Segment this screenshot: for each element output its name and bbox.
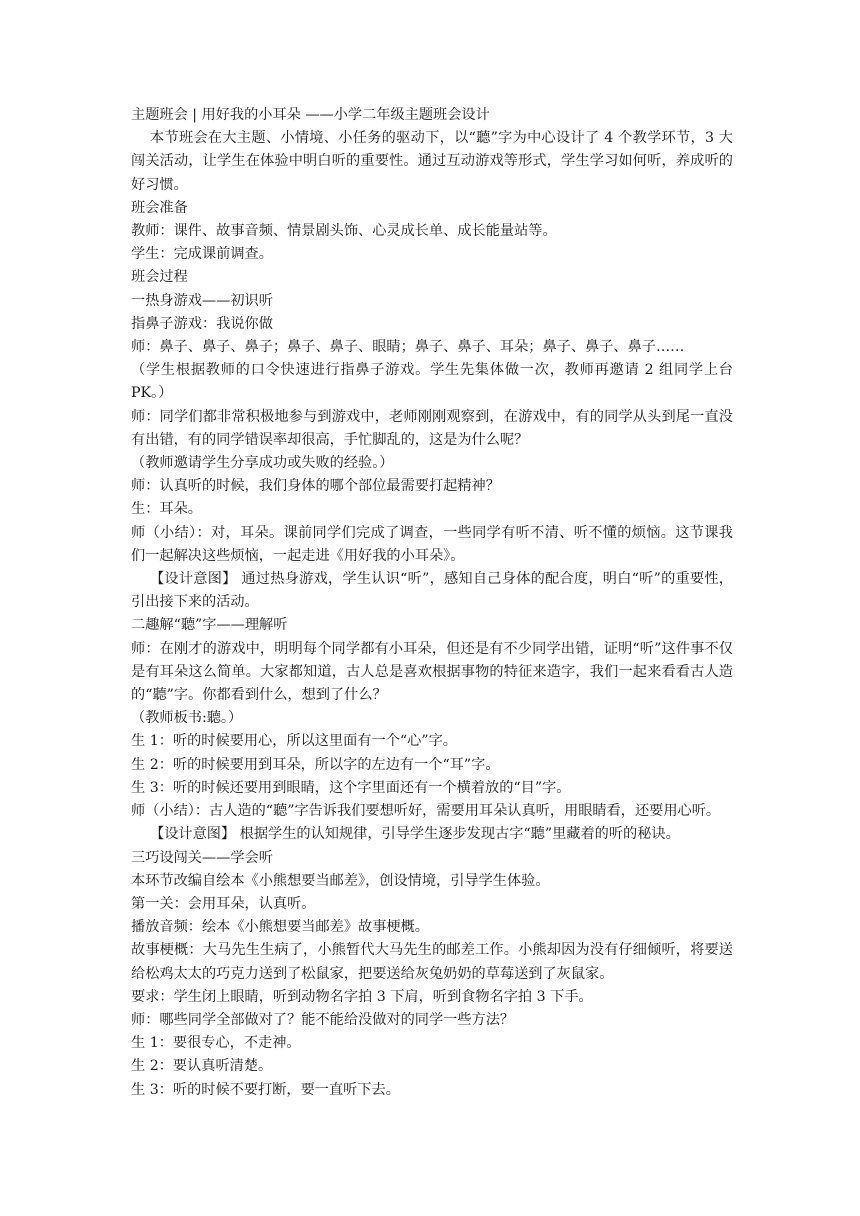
section-2-summary: 师（小结）：古人造的“聽”字告诉我们要想听好，需要用耳朵认真听，用眼睛看，还要用心听。 <box>131 803 721 820</box>
section-3-audio: 播放音频：绘本《小熊想要当邮差》故事梗概。 <box>131 919 429 936</box>
section-2-student-1: 生 1：听的时候要用心，所以这里面有一个“心”字。 <box>131 733 457 750</box>
prep-heading: 班会准备 <box>131 199 188 216</box>
prep-student: 学生：完成课前调查。 <box>131 246 273 263</box>
section-1-teacher-question-2: 师：认真听的时候，我们身体的哪个部位最需要打起精神？ <box>131 478 500 495</box>
intro-paragraph: 本节班会在大主题、小情境、小任务的驱动下，以“聽”字为中心设计了 4 个教学环节，3 大闯关活动，让学生在体验中明白听的重要性。通过互动游戏等形式，学生学习如何听，养成听的好习惯。 <box>131 130 733 193</box>
section-2-teacher: 师：在刚才的游戏中，明明每个同学都有小耳朵，但还是有不少同学出错，证明“听”这件事不仅是有耳朵这么简单。大家都知道，古人总是喜欢根据事物的特征来造字，我们一起来看看古人造的“聽”字。你都看到什么，想到了什么？ <box>131 640 733 704</box>
section-3-description: 本环节改编自绘本《小熊想要当邮差》，创设情境，引导学生体验。 <box>131 872 550 889</box>
section-2-note: （教师板书:聽。） <box>131 710 243 727</box>
section-3-teacher: 师：哪些同学全部做对了？能不能给没做对的同学一些方法？ <box>131 1011 515 1028</box>
prep-teacher: 教师：课件、故事音频、情景剧头饰、心灵成长单、成长能量站等。 <box>131 223 557 240</box>
process-heading: 班会过程 <box>131 269 188 286</box>
section-1-note-2: （教师邀请学生分享成功或失败的经验。） <box>131 455 394 472</box>
section-1-design-intent: 【设计意图】 通过热身游戏，学生认识“听”，感知自己身体的配合度，明白“听”的重要性，引出接下来的活动。 <box>131 571 733 611</box>
section-3-heading: 三巧设闯关——学会听 <box>131 849 273 866</box>
section-1-teacher-question: 师：同学们都非常积极地参与到游戏中，老师刚刚观察到，在游戏中，有的同学从头到尾一直没有出错，有的同学错误率却很高，手忙脚乱的，这是为什么呢？ <box>131 408 733 448</box>
section-3-student-1: 生 1：要很专心，不走神。 <box>131 1035 301 1052</box>
section-1-summary: 师（小结）：对，耳朵。课前同学们完成了调查，一些同学有听不清、听不懂的烦恼。这节课我们一起解决这些烦恼，一起走进《用好我的小耳朵》。 <box>131 524 733 564</box>
section-3-student-2: 生 2：要认真听清楚。 <box>131 1058 273 1075</box>
section-2-student-3: 生 3：听的时候还要用到眼睛，这个字里面还有一个横着放的“目”字。 <box>131 779 571 796</box>
section-1-teacher-command: 师：鼻子、鼻子、鼻子；鼻子、鼻子、眼睛；鼻子、鼻子、耳朵；鼻子、鼻子、鼻子…… <box>131 339 685 356</box>
section-2-design-intent: 【设计意图】 根据学生的认知规律，引导学生逐步发现古字“聽”里藏着的听的秘诀。 <box>150 826 680 843</box>
section-1-student-answer: 生：耳朵。 <box>131 501 202 518</box>
section-3-student-3: 生 3：听的时候不要打断，要一直听下去。 <box>131 1081 400 1098</box>
section-3-level-1: 第一关：会用耳朵，认真听。 <box>131 895 316 912</box>
document-page <box>131 104 733 1102</box>
section-2-student-2: 生 2：听的时候要用到耳朵，所以字的左边有一个“耳”字。 <box>131 756 500 773</box>
section-1-note-1: （学生根据教师的口令快速进行指鼻子游戏。学生先集体做一次，教师再邀请 2 组同学上台 PK。） <box>131 362 733 402</box>
section-1-heading: 一热身游戏——初识听 <box>131 292 273 309</box>
section-3-story: 故事梗概：大马先生生病了，小熊暂代大马先生的邮差工作。小熊却因为没有仔细倾听，将要送给松鸡太太的巧克力送到了松鼠家，把要送给灰兔奶奶的草莓送到了灰鼠家。 <box>131 942 733 982</box>
section-3-requirement: 要求：学生闭上眼睛，听到动物名字拍 3 下肩，听到食物名字拍 3 下手。 <box>131 988 593 1005</box>
document-title: 主题班会 | 用好我的小耳朵 ——小学二年级主题班会设计 <box>131 107 490 123</box>
section-1-game: 指鼻子游戏：我说你做 <box>131 315 273 332</box>
section-2-heading: 二趣解“聽”字——理解听 <box>131 617 288 634</box>
